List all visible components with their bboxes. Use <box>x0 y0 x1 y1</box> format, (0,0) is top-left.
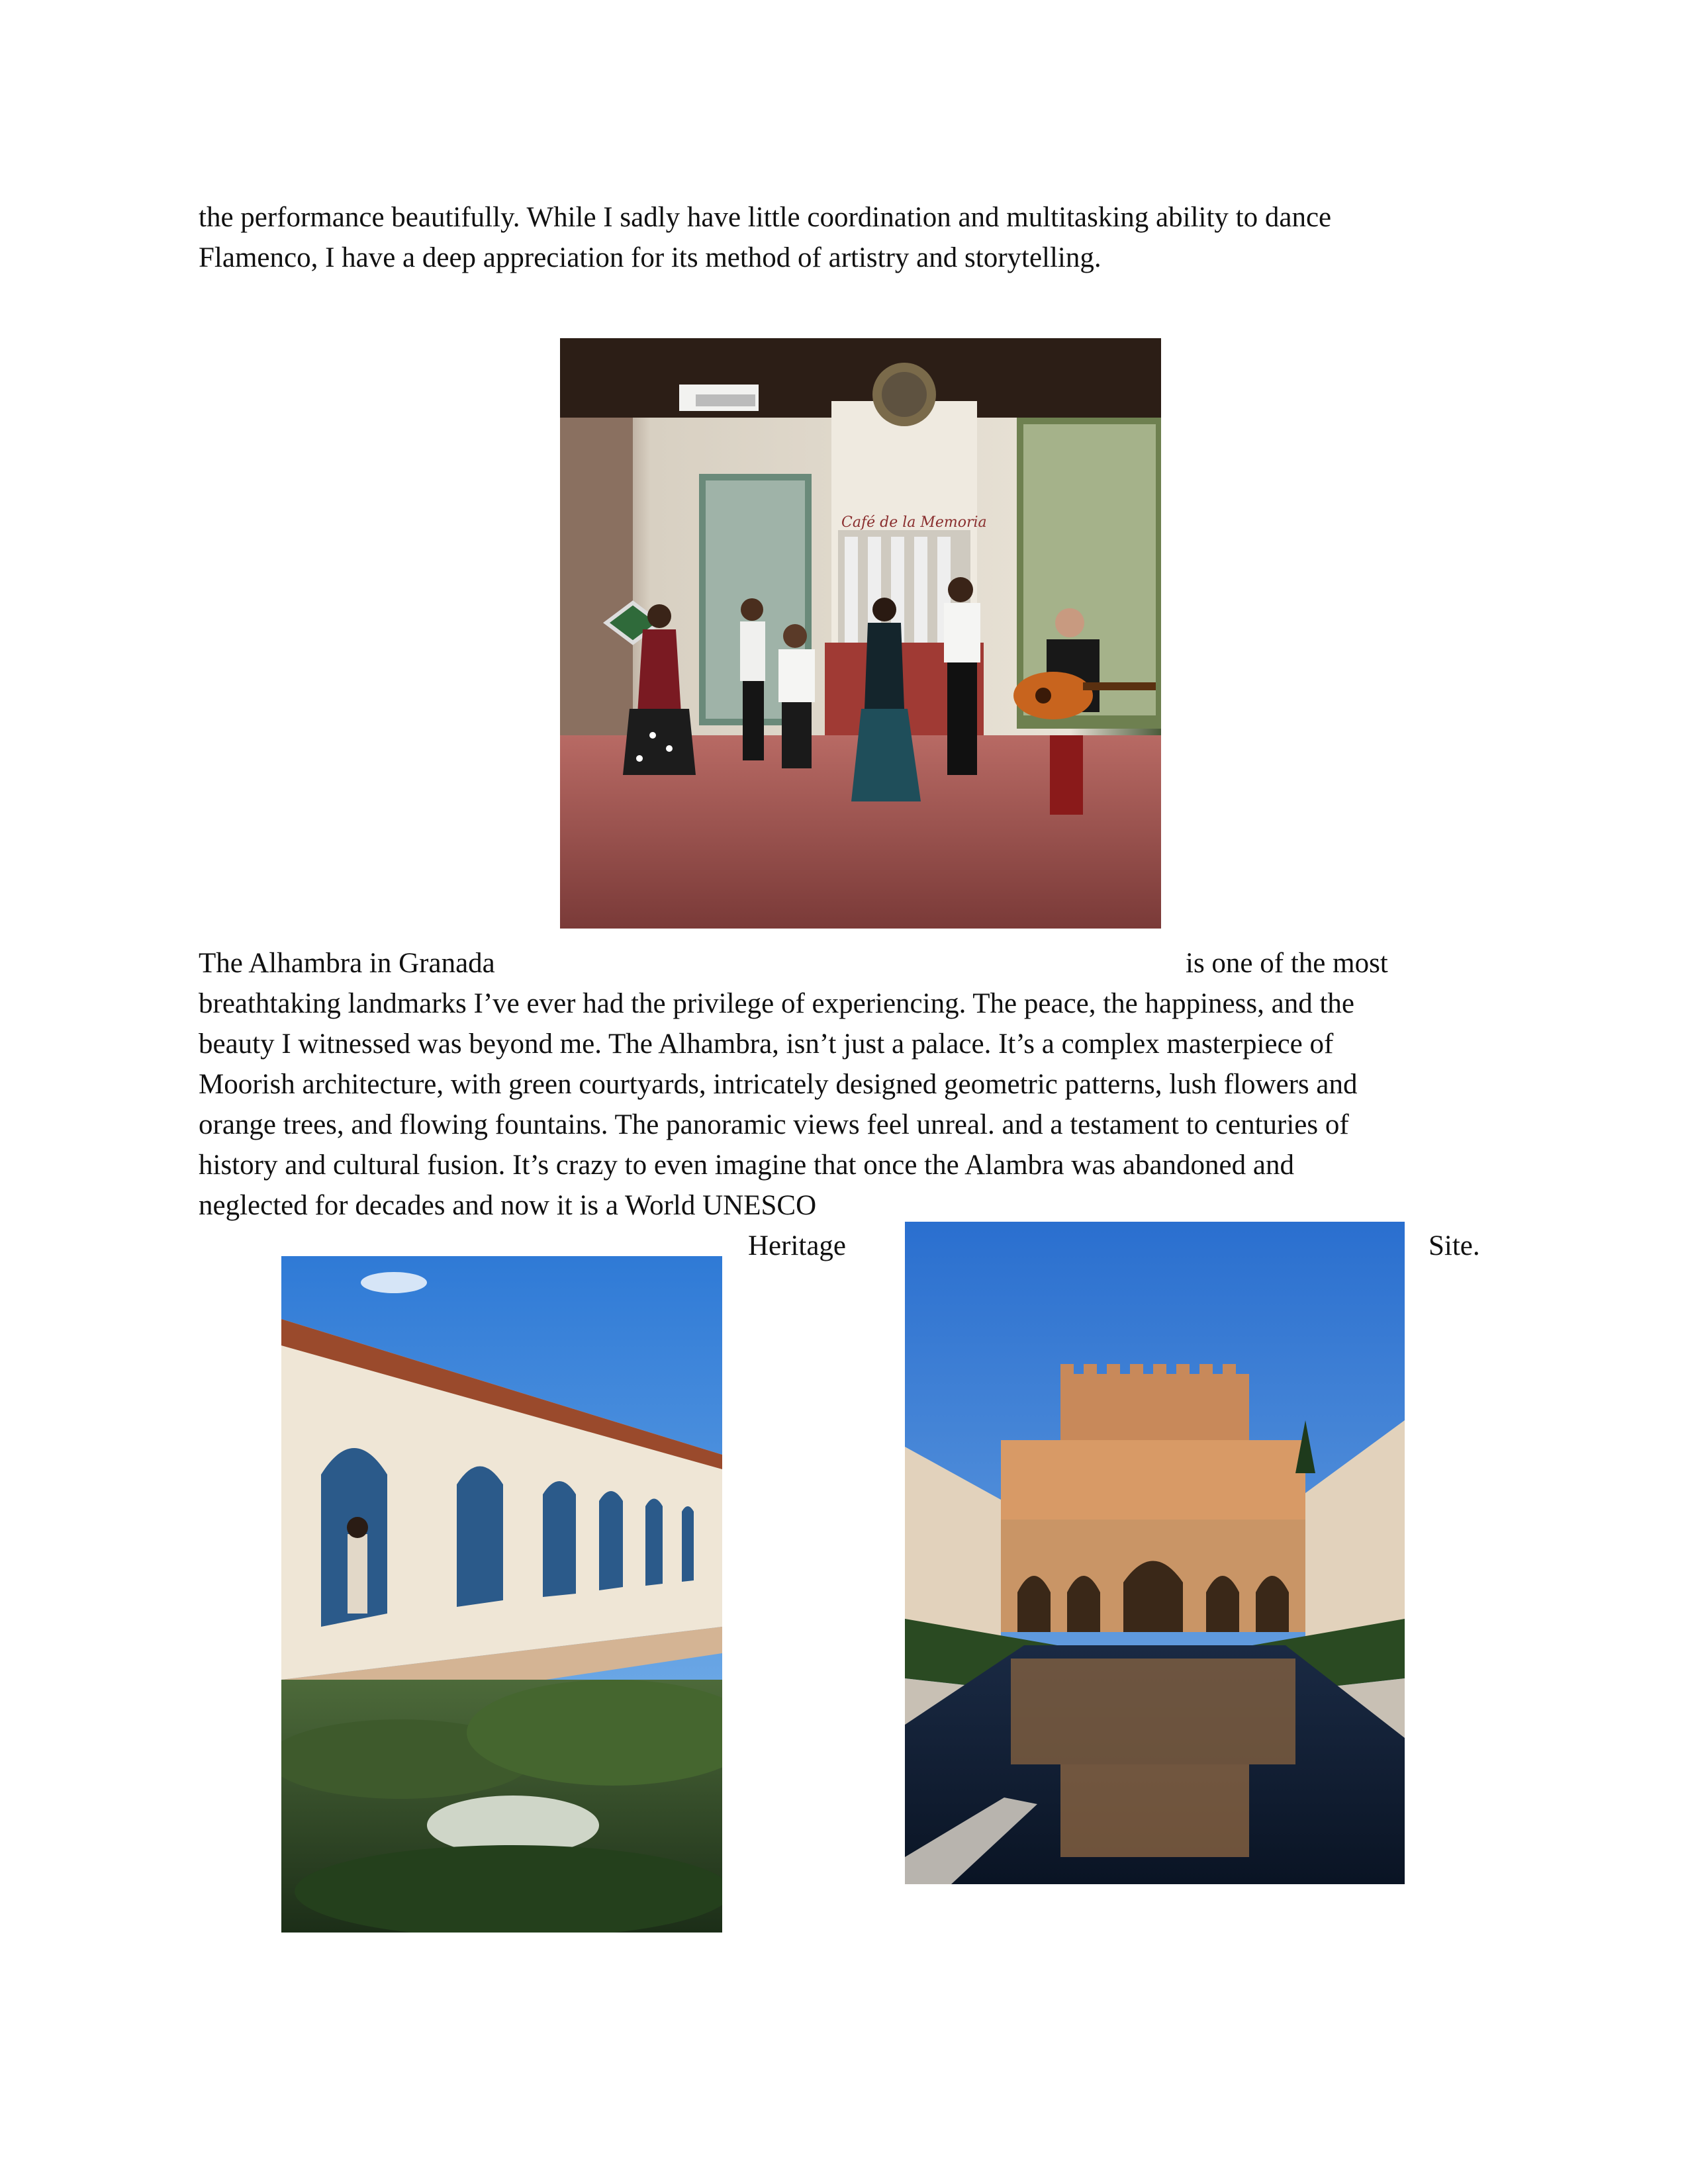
alhambra-line-7: neglected for decades and now it is a World UNESCO <box>199 1190 817 1221</box>
cafe-sign-text: Café de la Memoria <box>841 514 987 531</box>
generalife-arcade-photo <box>281 1256 722 1933</box>
alhambra-line-3: beauty I witnessed was beyond me. The Alhambra, isn’t just a palace. It’s a complex masterpiece of <box>199 1028 1334 1060</box>
alhambra-line-1-end: is one of the most <box>1186 948 1388 979</box>
flamenco-performance-photo <box>560 338 1161 929</box>
intro-line-1: the performance beautifully. While I sadly have little coordination and multitasking ability to dance <box>199 202 1332 233</box>
alhambra-line-8-site: Site. <box>1429 1230 1480 1261</box>
alhambra-line-8-heritage: Heritage <box>748 1230 847 1261</box>
alhambra-line-4: Moorish architecture, with green courtyards, intricately designed geometric patterns, lush flowers and <box>199 1069 1358 1100</box>
intro-line-2: Flamenco, I have a deep appreciation for its method of artistry and storytelling. <box>199 242 1102 273</box>
court-of-myrtles-photo <box>905 1222 1405 1884</box>
alhambra-line-5: orange trees, and flowing fountains. The panoramic views feel unreal. and a testament to centuries of <box>199 1109 1349 1140</box>
alhambra-line-1-start: The Alhambra in Granada <box>199 948 495 979</box>
alhambra-line-2: breathtaking landmarks I’ve ever had the privilege of experiencing. The peace, the happiness, and the <box>199 988 1354 1019</box>
alhambra-line-6: history and cultural fusion. It’s crazy to even imagine that once the Alambra was abandoned and <box>199 1150 1294 1181</box>
